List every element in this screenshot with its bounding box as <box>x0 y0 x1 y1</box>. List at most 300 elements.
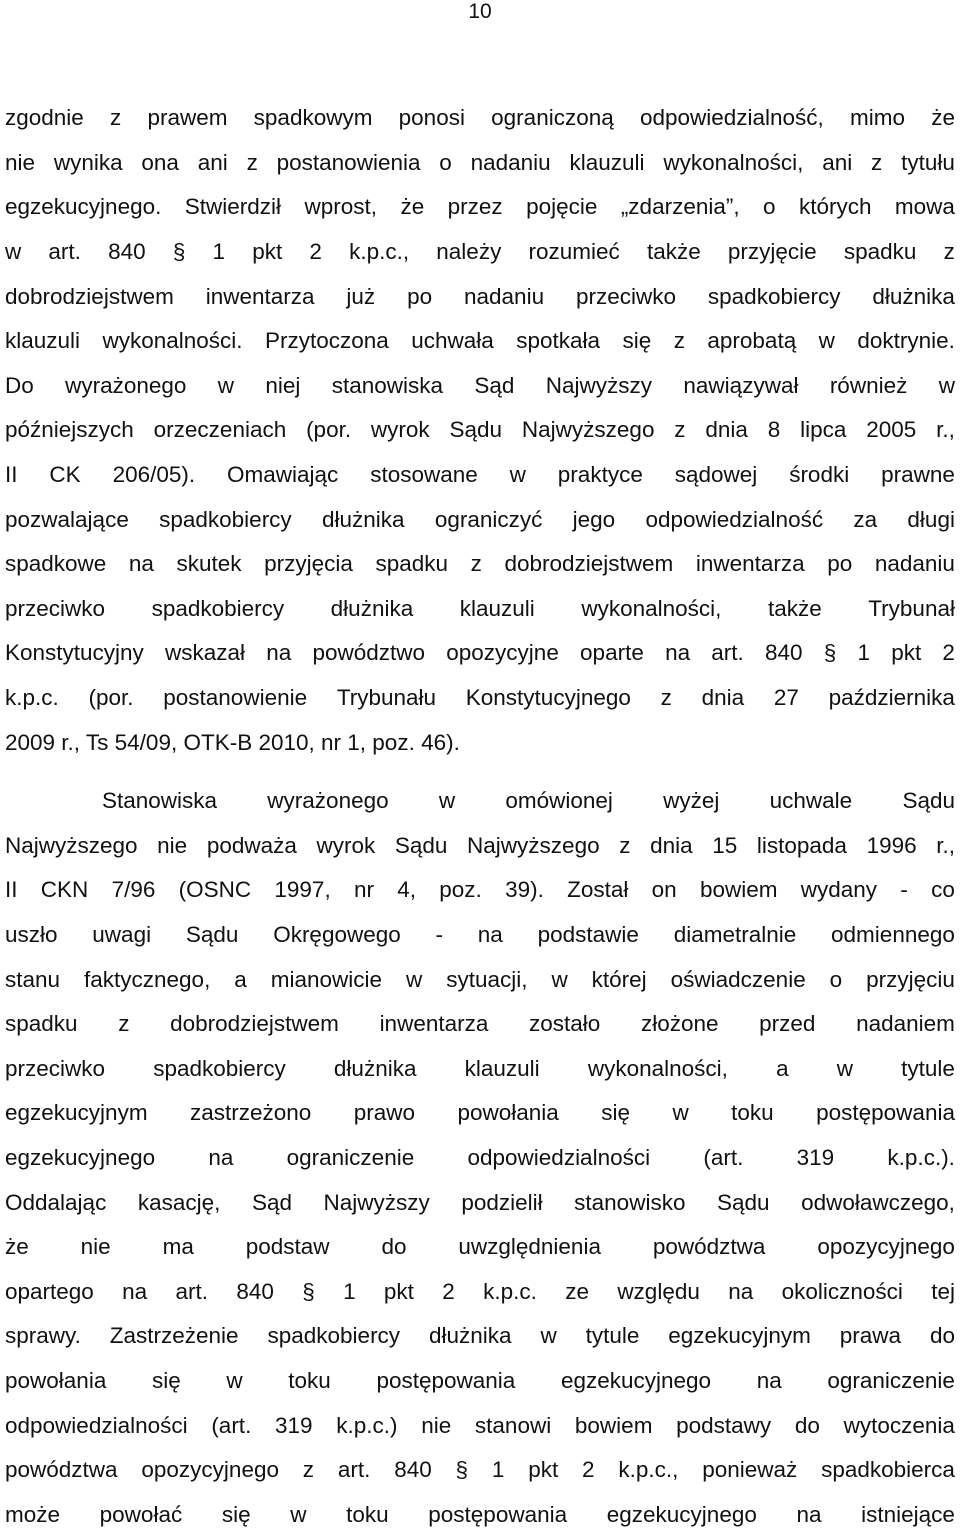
word: spadkobiercy <box>707 283 841 309</box>
text-line <box>5 779 955 824</box>
word: na <box>266 640 292 666</box>
text-line <box>5 1002 955 1047</box>
text-line <box>5 542 955 587</box>
word: 319 <box>796 1144 835 1170</box>
word: 27 <box>773 685 799 711</box>
text-line <box>5 824 955 869</box>
word: Najwyższego <box>5 832 138 858</box>
word: na <box>128 551 154 577</box>
text-line <box>5 1136 955 1181</box>
word: powołania <box>457 1100 559 1126</box>
word: Trybunał <box>868 595 955 621</box>
word: także <box>646 239 701 265</box>
word: stosowane <box>370 462 478 488</box>
word: że <box>400 194 425 220</box>
word: bowiem <box>699 877 778 903</box>
word: złożone <box>640 1011 719 1037</box>
word: Sądu <box>717 1189 770 1215</box>
word: dobrodziejstwem <box>5 283 174 309</box>
word: uchwała <box>411 328 494 354</box>
word: za <box>853 506 878 532</box>
text-line <box>5 868 955 913</box>
word: dnia <box>701 685 745 711</box>
word: egzekucyjnego. <box>5 194 162 220</box>
text-line <box>5 1091 955 1136</box>
word: (por. <box>88 685 134 711</box>
word: Został <box>567 877 629 903</box>
word: egzekucyjnym <box>5 1100 148 1126</box>
word: § <box>823 640 837 666</box>
text-line <box>5 631 955 676</box>
word: Sąd <box>474 372 515 398</box>
word: z <box>302 1457 315 1483</box>
word: z <box>871 149 883 175</box>
word: o <box>439 149 452 175</box>
word: lipca <box>800 417 847 443</box>
word: dłużnika <box>321 506 405 532</box>
word: podzielił <box>461 1189 543 1215</box>
word: spadku <box>5 1011 78 1037</box>
word: sytuacji, <box>446 966 528 992</box>
word: art. <box>337 1457 371 1483</box>
word: tytule <box>901 1055 955 1081</box>
word: z <box>674 417 686 443</box>
word: postępowania <box>376 1367 516 1393</box>
word: Oddalając <box>5 1189 107 1215</box>
word: dobrodziejstwem <box>504 551 674 577</box>
word: ani <box>197 149 228 175</box>
word: pojęcie <box>526 194 598 220</box>
word: 1 <box>212 239 226 265</box>
word: 2 <box>942 640 955 666</box>
word: pkt <box>528 1457 559 1483</box>
word: 2 <box>442 1278 455 1304</box>
word: (art. <box>211 1412 252 1438</box>
word: wyrażonego <box>267 788 389 814</box>
word: że <box>931 105 955 131</box>
word: ograniczenie <box>286 1144 415 1170</box>
word: dłużnika <box>333 1055 417 1081</box>
word: egzekucyjnego <box>606 1501 757 1527</box>
word: egzekucyjnego <box>560 1367 712 1393</box>
word: § <box>172 239 186 265</box>
word: 1 <box>857 640 870 666</box>
word: postępowania <box>816 1100 955 1126</box>
word: opozycyjnego <box>141 1457 279 1483</box>
word: listopada <box>756 832 847 858</box>
word: przyjęciu <box>866 966 955 992</box>
word: bowiem <box>574 1412 653 1438</box>
word: na <box>796 1501 822 1527</box>
word: Okręgowego <box>273 921 401 947</box>
word: spadkowe <box>5 551 107 577</box>
word: - <box>900 877 908 903</box>
word: okoliczności <box>781 1278 903 1304</box>
word: 1 <box>491 1457 505 1483</box>
word: prawne <box>881 462 955 488</box>
word: na <box>208 1144 234 1170</box>
word: co <box>931 877 955 903</box>
word: ona <box>141 149 179 175</box>
word: wytoczenia <box>843 1412 955 1438</box>
word: prawa <box>839 1323 902 1349</box>
word: (por. <box>306 417 352 443</box>
word: (OSNC <box>178 877 252 903</box>
word: 206/05). <box>112 462 196 488</box>
word: do <box>929 1323 955 1349</box>
word: a <box>234 966 247 992</box>
word: sprawy. <box>5 1323 81 1349</box>
word: Do <box>5 372 34 398</box>
word: z <box>246 149 258 175</box>
word: Zastrzeżenie <box>109 1323 239 1349</box>
word: przed <box>759 1011 816 1037</box>
word: wynika <box>53 149 123 175</box>
word: również <box>829 372 908 398</box>
word: toku <box>346 1501 389 1527</box>
word: w <box>217 372 235 398</box>
word: II <box>5 877 18 903</box>
word: Omawiając <box>227 462 339 488</box>
word: dnia <box>650 832 693 858</box>
word: 4, <box>397 877 417 903</box>
word: w <box>836 1055 853 1081</box>
word: względu <box>617 1278 700 1304</box>
word: spadkowym <box>253 105 373 131</box>
word: wykonalności, <box>663 149 804 175</box>
text-line <box>5 1359 955 1404</box>
word: spadkobiercy <box>267 1323 401 1349</box>
word: istniejące <box>861 1501 955 1527</box>
word: ze <box>565 1278 589 1304</box>
word: przyjęcie <box>727 239 817 265</box>
word: § <box>455 1457 469 1483</box>
word: r., <box>936 832 955 858</box>
word: odwoławczego, <box>801 1189 955 1215</box>
word: nadaniu <box>464 283 545 309</box>
word: na <box>477 921 503 947</box>
word: inwentarza <box>379 1011 489 1037</box>
word: stanowi <box>474 1412 552 1438</box>
word: CK <box>49 462 81 488</box>
text-line <box>5 1180 955 1225</box>
word: mowa <box>894 194 955 220</box>
word: w <box>551 966 568 992</box>
word: środki <box>789 462 850 488</box>
word: r., <box>936 417 955 443</box>
word: w <box>290 1501 307 1527</box>
word: wykonalności, <box>587 1055 728 1081</box>
word: przyjęcia <box>264 551 353 577</box>
text-line <box>5 1492 955 1537</box>
word: z <box>673 328 685 354</box>
word: prawo <box>353 1100 416 1126</box>
word: Stanowiska <box>102 788 218 814</box>
word: Konstytucyjny <box>5 640 144 666</box>
word: sądowej <box>674 462 758 488</box>
word: się <box>151 1367 181 1393</box>
text-line <box>5 453 955 498</box>
word: stanu <box>5 966 61 992</box>
word: się <box>601 1100 631 1126</box>
word: może <box>5 1501 61 1527</box>
word: ponieważ <box>702 1457 798 1483</box>
word: przeciwko <box>5 1055 106 1081</box>
word: z <box>118 1011 130 1037</box>
word: k.p.c.). <box>887 1144 955 1170</box>
word: należy <box>436 239 502 265</box>
word: których <box>798 194 872 220</box>
word: oparte <box>580 640 644 666</box>
paragraph-gap <box>5 765 955 779</box>
word: uszło <box>5 921 58 947</box>
word: Przytoczona <box>265 328 389 354</box>
word: pkt <box>891 640 922 666</box>
word: toku <box>288 1367 331 1393</box>
word: przeciwko <box>575 283 677 309</box>
text-line <box>5 1269 955 1314</box>
word: powództwa <box>652 1234 766 1260</box>
word: faktycznego, <box>84 966 211 992</box>
word: w <box>672 1100 689 1126</box>
word: aprobatą <box>707 328 797 354</box>
word: z <box>470 551 482 577</box>
word: doktrynie. <box>857 328 955 354</box>
text-line <box>5 587 955 632</box>
word: tytule <box>585 1323 640 1349</box>
word: do <box>381 1234 407 1260</box>
word: z <box>660 685 672 711</box>
word: odpowiedzialność, <box>639 105 824 131</box>
word: 2 <box>309 239 322 265</box>
word: opozycyjne <box>446 640 559 666</box>
word: k.p.c., <box>349 239 410 265</box>
word: przeciwko <box>5 595 106 621</box>
word: wskazał <box>165 640 246 666</box>
text-line <box>5 141 955 186</box>
word: II <box>5 462 18 488</box>
word: pkt <box>383 1278 414 1304</box>
word: Sądu <box>449 417 503 443</box>
word: na <box>756 1367 782 1393</box>
text-line <box>5 408 955 453</box>
word: w <box>5 239 22 265</box>
word: prawem <box>147 105 228 131</box>
text-line <box>5 185 955 230</box>
word: postępowania <box>428 1501 568 1527</box>
word: rozumieć <box>528 239 620 265</box>
word: nie <box>421 1412 452 1438</box>
word: 8 <box>767 417 781 443</box>
word: w <box>938 372 955 398</box>
word: inwentarza <box>205 283 315 309</box>
word: nie <box>157 832 188 858</box>
line-text: 2009 r., Ts 54/09, OTK-B 2010, nr 1, poz. 46). <box>5 729 460 755</box>
word: inwentarza <box>695 551 805 577</box>
word: nawiązywał <box>683 372 799 398</box>
word: wyżej <box>663 788 720 814</box>
word: mimo <box>850 105 905 131</box>
word: się <box>221 1501 251 1527</box>
word: diametralnie <box>673 921 797 947</box>
word: nie <box>5 149 36 175</box>
word: na <box>665 640 691 666</box>
word: dłużnika <box>872 283 955 309</box>
word: 1 <box>343 1278 356 1304</box>
word: na <box>728 1278 754 1304</box>
word: w <box>540 1323 557 1349</box>
paragraph-1 <box>5 96 955 765</box>
text-line <box>5 1046 955 1091</box>
word: CKN <box>40 877 89 903</box>
word: zostało <box>529 1011 601 1037</box>
text-line <box>5 96 955 141</box>
word: z <box>619 832 631 858</box>
word: przez <box>447 194 503 220</box>
word: podstawie <box>537 921 639 947</box>
word: wykonalności, <box>581 595 722 621</box>
word: spadku <box>375 551 449 577</box>
word: dłużnika <box>428 1323 512 1349</box>
word: wykonalności. <box>102 328 243 354</box>
word: 7/96 <box>111 877 156 903</box>
word: stanowisko <box>574 1189 686 1215</box>
word: do <box>794 1412 820 1438</box>
word: nie <box>80 1234 111 1260</box>
word: w <box>226 1367 243 1393</box>
word: jego <box>572 506 616 532</box>
word: nr <box>353 877 374 903</box>
word: praktyce <box>557 462 643 488</box>
word: Sądu <box>394 832 448 858</box>
text-line <box>5 720 955 765</box>
word: postanowienia <box>276 149 421 175</box>
word: k.p.c.) <box>336 1412 398 1438</box>
text-line <box>5 230 955 275</box>
word: Stwierdził <box>184 194 282 220</box>
word: już <box>346 283 376 309</box>
word: oświadczenie <box>670 966 806 992</box>
text-line <box>5 319 955 364</box>
word: orzeczeniach <box>153 417 287 443</box>
word: dnia <box>705 417 748 443</box>
word: z <box>110 105 122 131</box>
page-number: 10 <box>468 0 492 23</box>
text-line <box>5 913 955 958</box>
word: „zdarzenia”, <box>620 194 740 220</box>
word: o <box>763 194 776 220</box>
word: wyrok <box>316 832 376 858</box>
word: k.p.c., <box>618 1457 679 1483</box>
word: ani <box>822 149 853 175</box>
word: postanowienie <box>163 685 308 711</box>
word: toku <box>731 1100 774 1126</box>
word: ma <box>162 1234 194 1260</box>
word: także <box>767 595 822 621</box>
word: uchwale <box>769 788 853 814</box>
word: po <box>827 551 853 577</box>
word: uwzględnienia <box>458 1234 601 1260</box>
word: mianowicie <box>270 966 383 992</box>
word: wyrok <box>370 417 430 443</box>
word: skutek <box>176 551 242 577</box>
word: Najwyższego <box>467 832 600 858</box>
word: - <box>435 921 444 947</box>
word: października <box>828 685 955 711</box>
word: egzekucyjnym <box>668 1323 811 1349</box>
word: (art. <box>703 1144 744 1170</box>
word: ograniczoną <box>491 105 614 131</box>
word: zastrzeżono <box>190 1100 312 1126</box>
word: opartego <box>5 1278 94 1304</box>
word: uwagi <box>92 921 152 947</box>
text-line <box>5 676 955 721</box>
word: tytułu <box>901 149 955 175</box>
word: § <box>302 1278 315 1304</box>
word: klauzuli <box>569 149 645 175</box>
word: 2005 <box>866 417 917 443</box>
word: dłużnika <box>330 595 414 621</box>
word: poz. <box>439 877 482 903</box>
word: Trybunału <box>336 685 437 711</box>
word: że <box>5 1234 29 1260</box>
word: z <box>943 239 955 265</box>
word: spadkobiercy <box>153 1055 286 1081</box>
word: w <box>438 788 456 814</box>
word: spotkała <box>516 328 601 354</box>
text-line <box>5 957 955 1002</box>
word: 39). <box>505 877 544 903</box>
word: wydany <box>800 877 878 903</box>
text-line <box>5 497 955 542</box>
word: Najwyższy <box>545 372 653 398</box>
word: k.p.c. <box>483 1278 537 1304</box>
word: klauzuli <box>5 328 81 354</box>
word: 840 <box>765 640 803 666</box>
word: późniejszych <box>5 417 134 443</box>
text-line <box>5 1225 955 1270</box>
word: podważa <box>206 832 297 858</box>
word: stanowiska <box>331 372 444 398</box>
word: spadku <box>843 239 917 265</box>
word: wprost, <box>304 194 378 220</box>
text-line <box>5 1403 955 1448</box>
word: 840 <box>394 1457 432 1483</box>
word: ograniczenie <box>827 1367 955 1393</box>
word: odpowiedzialności <box>5 1412 188 1438</box>
word: ograniczyć <box>434 506 543 532</box>
word: klauzuli <box>459 595 535 621</box>
document-body <box>5 96 955 1537</box>
word: 1997, <box>274 877 331 903</box>
word: niej <box>265 372 301 398</box>
word: Konstytucyjnego <box>465 685 631 711</box>
word: o <box>829 966 843 992</box>
word: podstaw <box>245 1234 330 1260</box>
word: 1996 <box>866 832 917 858</box>
word: egzekucyjnego <box>5 1144 156 1170</box>
word: pkt <box>252 239 283 265</box>
word: 840 <box>108 239 146 265</box>
word: po <box>407 283 433 309</box>
word: w <box>509 462 526 488</box>
word: odpowiedzialność <box>645 506 824 532</box>
word: w <box>818 328 835 354</box>
word: art. <box>711 640 744 666</box>
word: powództwa <box>5 1457 118 1483</box>
word: podstawy <box>676 1412 772 1438</box>
word: on <box>651 877 677 903</box>
